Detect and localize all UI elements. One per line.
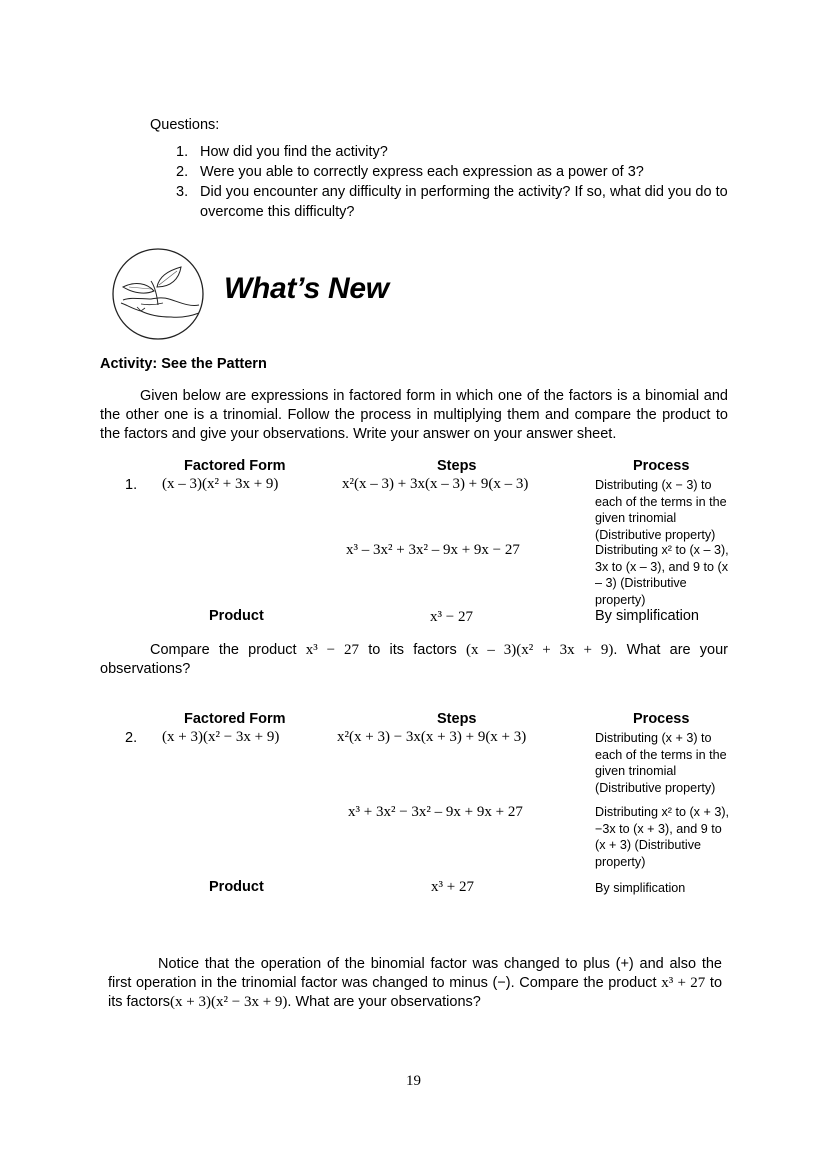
process-2: Distributing x² to (x + 3), −3x to (x + 3), and 9 to (x + 3) (Distributive property) — [595, 805, 730, 869]
header-factored-form: Factored Form — [184, 458, 286, 474]
header-process: Process — [633, 458, 690, 474]
step-1: x²(x + 3) − 3x(x + 3) + 9(x + 3) — [337, 729, 527, 745]
activity-intro: Given below are expressions in factored form in which one of the factors is a binomial and the other one is a trinomial. Follow the process in multiplying them and compare the product to the factors and give your observations. Write your answer on your answer sheet. — [100, 388, 728, 442]
header-factored-form: Factored Form — [184, 711, 286, 727]
question-text: How did you find the activity? — [200, 144, 388, 160]
question-item — [176, 142, 736, 162]
question-text: Did you encounter any difficulty in performing the activity? If so, what did you do to overcome this difficulty? — [200, 184, 728, 220]
process-1: Distributing (x − 3) to each of the terms in the given trinomial (Distributive property) — [595, 478, 727, 542]
step-2: x³ – 3x² + 3x² – 9x + 9x − 27 — [346, 542, 520, 558]
notice-paragraph — [108, 955, 722, 1012]
compare-paragraph — [100, 641, 728, 679]
product-label: Product — [209, 879, 264, 895]
compare-mid: to its factors — [368, 642, 457, 658]
question-item — [176, 182, 736, 222]
product-label: Product — [209, 608, 264, 624]
activity-title: Activity: See the Pattern — [100, 356, 267, 372]
question-number: 3. — [176, 184, 189, 200]
compare-suffix: . What are your observations? — [100, 642, 728, 677]
process-1: Distributing (x + 3) to each of the terms in the given trinomial (Distributive property) — [595, 731, 727, 795]
notice-factors: (x + 3)(x² − 3x + 9) — [170, 994, 288, 1010]
compare-prefix: Compare the product — [150, 642, 297, 658]
question-number: 2. — [176, 164, 189, 180]
hand-holding-seedling-icon — [111, 247, 205, 341]
questions-label: Questions: — [150, 117, 220, 133]
page-number: 19 — [406, 1073, 421, 1089]
factored-form: (x + 3)(x² − 3x + 9) — [162, 729, 280, 745]
header-steps: Steps — [437, 711, 477, 727]
notice-product: x³ + 27 — [661, 975, 706, 991]
question-number: 1. — [176, 144, 189, 160]
section-title: What’s New — [224, 272, 389, 305]
notice-mid: to its factors — [108, 975, 723, 1010]
example-number: 1. — [125, 477, 138, 493]
process-2: Distributing x² to (x – 3), 3x to (x – 3), and 9 to (x – 3) (Distributive property) — [595, 543, 729, 607]
question-text: Were you able to correctly express each expression as a power of 3? — [200, 164, 644, 180]
step-2: x³ + 3x² − 3x² – 9x + 9x + 27 — [348, 804, 523, 820]
question-item — [176, 162, 736, 182]
step-1: x²(x – 3) + 3x(x – 3) + 9(x – 3) — [342, 476, 529, 492]
process-3: By simplification — [595, 881, 686, 895]
factored-form: (x – 3)(x² + 3x + 9) — [162, 476, 279, 492]
product-value: x³ − 27 — [430, 609, 473, 625]
compare-factors: (x – 3)(x² + 3x + 9) — [465, 642, 614, 658]
example-number: 2. — [125, 730, 138, 746]
compare-product: x³ − 27 — [305, 642, 360, 658]
notice-text: Notice that the operation of the binomial factor was changed to plus (+) and also the first operation in the trinomial factor was changed to minus (−). Compare the product — [108, 956, 722, 991]
questions-list — [176, 142, 736, 222]
product-value: x³ + 27 — [431, 879, 474, 895]
header-process: Process — [633, 711, 690, 727]
notice-suffix: . What are your observations? — [287, 994, 481, 1010]
header-steps: Steps — [437, 458, 477, 474]
process-3: By simplification — [595, 608, 699, 624]
